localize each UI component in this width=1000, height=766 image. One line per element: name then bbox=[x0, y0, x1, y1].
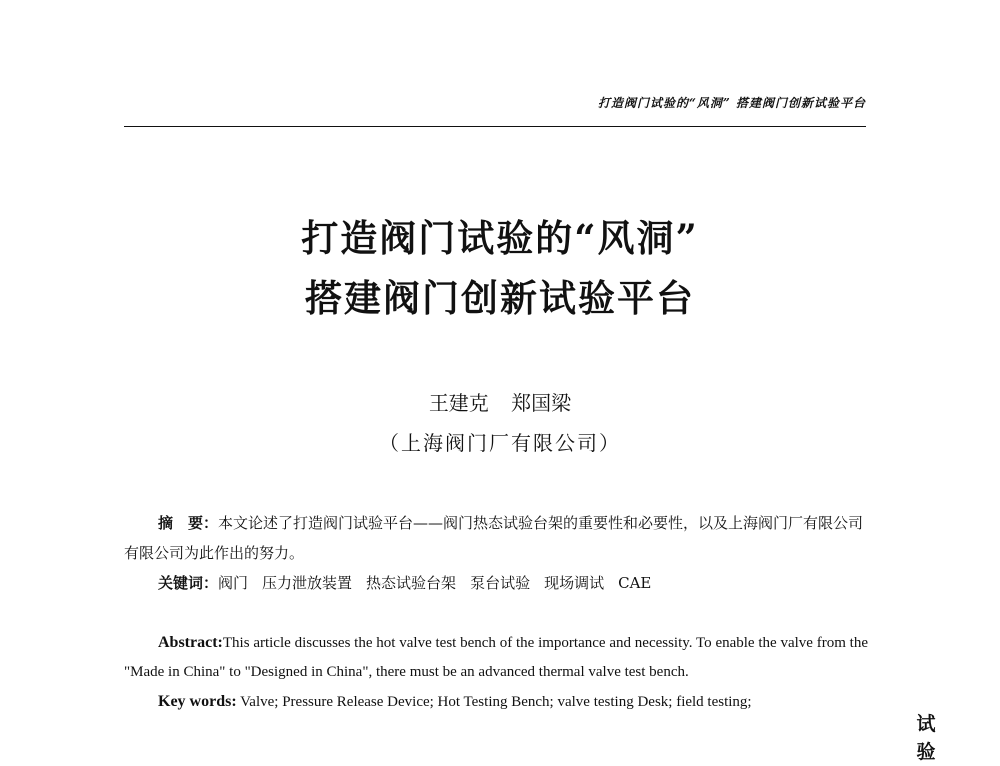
author-names bbox=[0, 383, 1000, 423]
english-abstract-section bbox=[124, 628, 868, 717]
title-line-2: 搭建阀门创新试验平台 bbox=[305, 276, 695, 320]
abstract-en-text: This article discusses the hot valve test bench of the importance and necessity. To enable the valve from the "Made in China" to "Designed in China", there must be an advanced thermal valve test bench. bbox=[124, 635, 868, 680]
keyword: 压力泄放装置 bbox=[262, 574, 353, 592]
side-tab-char: 试 bbox=[916, 713, 936, 735]
abstract-cn-text: 本文论述了打造阀门试验平台——阀门热态试验台架的重要性和必要性，以及上海阀门厂有限公司有限公司为此作出的努力。 bbox=[124, 514, 864, 562]
chinese-keywords bbox=[124, 568, 868, 598]
article-title bbox=[0, 208, 1000, 328]
english-abstract bbox=[124, 628, 868, 687]
author-name: 王建克 bbox=[428, 391, 489, 415]
chinese-abstract bbox=[124, 508, 868, 568]
keyword: 热态试验台架 bbox=[366, 574, 457, 592]
chinese-abstract-section bbox=[124, 508, 868, 598]
keywords-en-label: Key words: bbox=[158, 693, 237, 710]
keyword: CAE bbox=[618, 574, 652, 592]
keyword: 泵台试验 bbox=[470, 574, 531, 592]
keyword: 现场调试 bbox=[544, 574, 605, 592]
author-name: 郑国梁 bbox=[511, 391, 572, 415]
affiliation: （上海阀门厂有限公司） bbox=[379, 431, 621, 455]
abstract-en-label: Abstract: bbox=[158, 634, 223, 651]
author-block bbox=[0, 383, 1000, 463]
header-rule bbox=[124, 126, 866, 127]
title-line-1: 打造阀门试验的“风洞” bbox=[301, 216, 699, 260]
english-keywords bbox=[124, 687, 868, 717]
section-side-tab bbox=[912, 710, 940, 766]
running-header: 打造阀门试验的“风洞” 搭建阀门创新试验平台 bbox=[598, 96, 866, 110]
side-tab-char: 验 bbox=[916, 741, 936, 763]
abstract-cn-label: 摘 要： bbox=[158, 514, 219, 532]
keywords-en-text: Valve; Pressure Release Device; Hot Testing Bench; valve testing Desk; field testing; bbox=[236, 694, 752, 710]
keywords-cn-label: 关键词： bbox=[158, 574, 219, 592]
keyword: 阀门 bbox=[218, 574, 249, 592]
